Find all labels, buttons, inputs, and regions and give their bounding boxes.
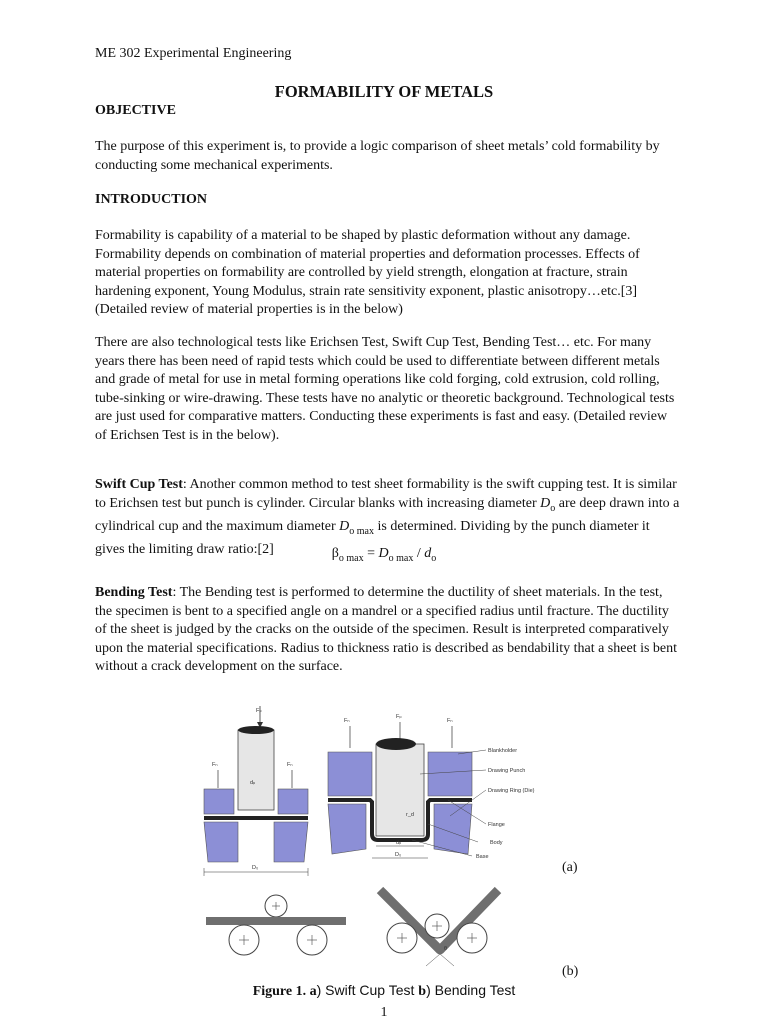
d0-symbol: D xyxy=(540,495,551,511)
dmax-sub: o max xyxy=(349,525,374,537)
label-f-top: Fₚ xyxy=(256,708,262,714)
d0-sub: o xyxy=(550,502,556,514)
label-drawing-punch: Drawing Punch xyxy=(488,768,526,774)
label-flange: Flange xyxy=(488,822,505,828)
swift-cup-term: Swift Cup Test xyxy=(95,477,183,492)
figure-label-a: (a) xyxy=(562,860,578,875)
eq-d-sub: o xyxy=(431,552,437,564)
label-blankholder: Blankholder xyxy=(488,748,518,754)
bending-term: Bending Test xyxy=(95,585,173,600)
eq-beta-sub: o max xyxy=(338,552,364,564)
label-drawing-ring: Drawing Ring (Die) xyxy=(488,788,535,794)
caption-a-text: ) Swift Cup Test xyxy=(316,982,419,998)
label-d0-left: D₀ xyxy=(252,865,259,871)
caption-b: b xyxy=(418,984,427,999)
bending-paragraph xyxy=(95,584,680,677)
course-header: ME 302 Experimental Engineering xyxy=(95,46,292,61)
bending-three-roller-diagram xyxy=(206,895,346,955)
eq-equals: = xyxy=(363,546,379,561)
eq-D: D xyxy=(378,546,389,561)
label-fn-right-small: Fₙ xyxy=(287,762,293,768)
eq-slash: / xyxy=(413,546,425,561)
label-dp-right: dₚ xyxy=(396,840,402,846)
introduction-heading: INTRODUCTION xyxy=(95,192,208,207)
dmax-symbol: D xyxy=(339,518,350,534)
objective-text: The purpose of this experiment is, to provide a logic comparison of sheet metals’ cold formability by conducting some mechanical experiments. xyxy=(95,139,660,173)
page-number: 1 xyxy=(380,1005,388,1020)
objective-heading: OBJECTIVE xyxy=(95,103,176,118)
swift-cup-left-diagram xyxy=(204,706,308,876)
eq-D-sub: o max xyxy=(388,552,414,564)
swift-text-c: is determined. Dividing by the punch diameter it gives the limiting draw ratio:[2] xyxy=(95,518,650,558)
caption-b-text: ) Bending Test xyxy=(426,982,516,998)
label-fn-right: Fₙ xyxy=(447,718,453,724)
figure-caption xyxy=(0,982,768,1000)
figure-1 xyxy=(200,704,535,972)
label-dp-left: dₚ xyxy=(250,780,256,786)
figure-illustration xyxy=(200,704,535,972)
bending-text: : The Bending test is performed to determine the ductility of sheet materials. In the test, the specimen is bent to a specified angle on a mandrel or a specified radius until fracture. The ductility of the sheet is judged by the cracks on the outside of the specimen. Result is interpreted comparatively upon the material specifications. Radius to thickness ratio is described as bendability that a sheet is bent without a crack development on the surface. xyxy=(95,585,678,675)
introduction-paragraph-1: Formability is capability of a material to be shaped by plastic deformation without any damage. Formability depends on combination of material properties and deformation processes. Effects of material properties on formability are controlled by yield strength, elongation at fracture, strain hardening exponent, Young Modulus, strain rate sensitivity exponent, plastic anisotropy…etc.[3](Detailed review of material properties is in the below) xyxy=(95,228,640,318)
figure-label-b: (b) xyxy=(562,964,579,979)
caption-a: a xyxy=(309,984,317,999)
label-base: Base xyxy=(476,854,489,860)
label-theta: θ xyxy=(444,946,448,952)
eq-d: d xyxy=(424,546,432,561)
document-title: FORMABILITY OF METALS xyxy=(274,82,494,101)
caption-number: Figure 1. xyxy=(252,984,307,999)
label-rd: r_d xyxy=(406,812,414,818)
label-fn-left: Fₙ xyxy=(344,718,350,724)
swift-text-b: are deep drawn into a cylindrical cup and the maximum diameter xyxy=(95,495,680,534)
label-body: Body xyxy=(490,840,503,846)
eq-beta: β xyxy=(331,546,339,561)
swift-text-a: : Another common method to test sheet formability is the swift cupping test. It is similar to Erichsen test but punch is cylinder. Circular blanks with increasing diameter xyxy=(95,477,677,511)
label-fp: Fₚ xyxy=(396,714,402,720)
swift-cup-right-diagram xyxy=(328,714,535,860)
label-d0-right: D₀ xyxy=(395,852,402,858)
limiting-draw-ratio-equation xyxy=(0,546,768,564)
label-fn-left-small: Fₙ xyxy=(212,762,218,768)
introduction-paragraph-2: There are also technological tests like Erichsen Test, Swift Cup Test, Bending Test… etc. For many years there has been need of rapid tests which could be used to differentiate between different metals and grade of metal for use in metal forming operations like cold forging, cold extrusion, cold rolling, tube-sinking or wire-drawing. These tests have no analytic or theoretic background. Technological tests are just used for comparative matters. Conducting these experiments is fast and easy. (Detailed review of Erichsen Test is in the below). xyxy=(95,335,675,443)
bending-v-diagram xyxy=(380,890,498,966)
